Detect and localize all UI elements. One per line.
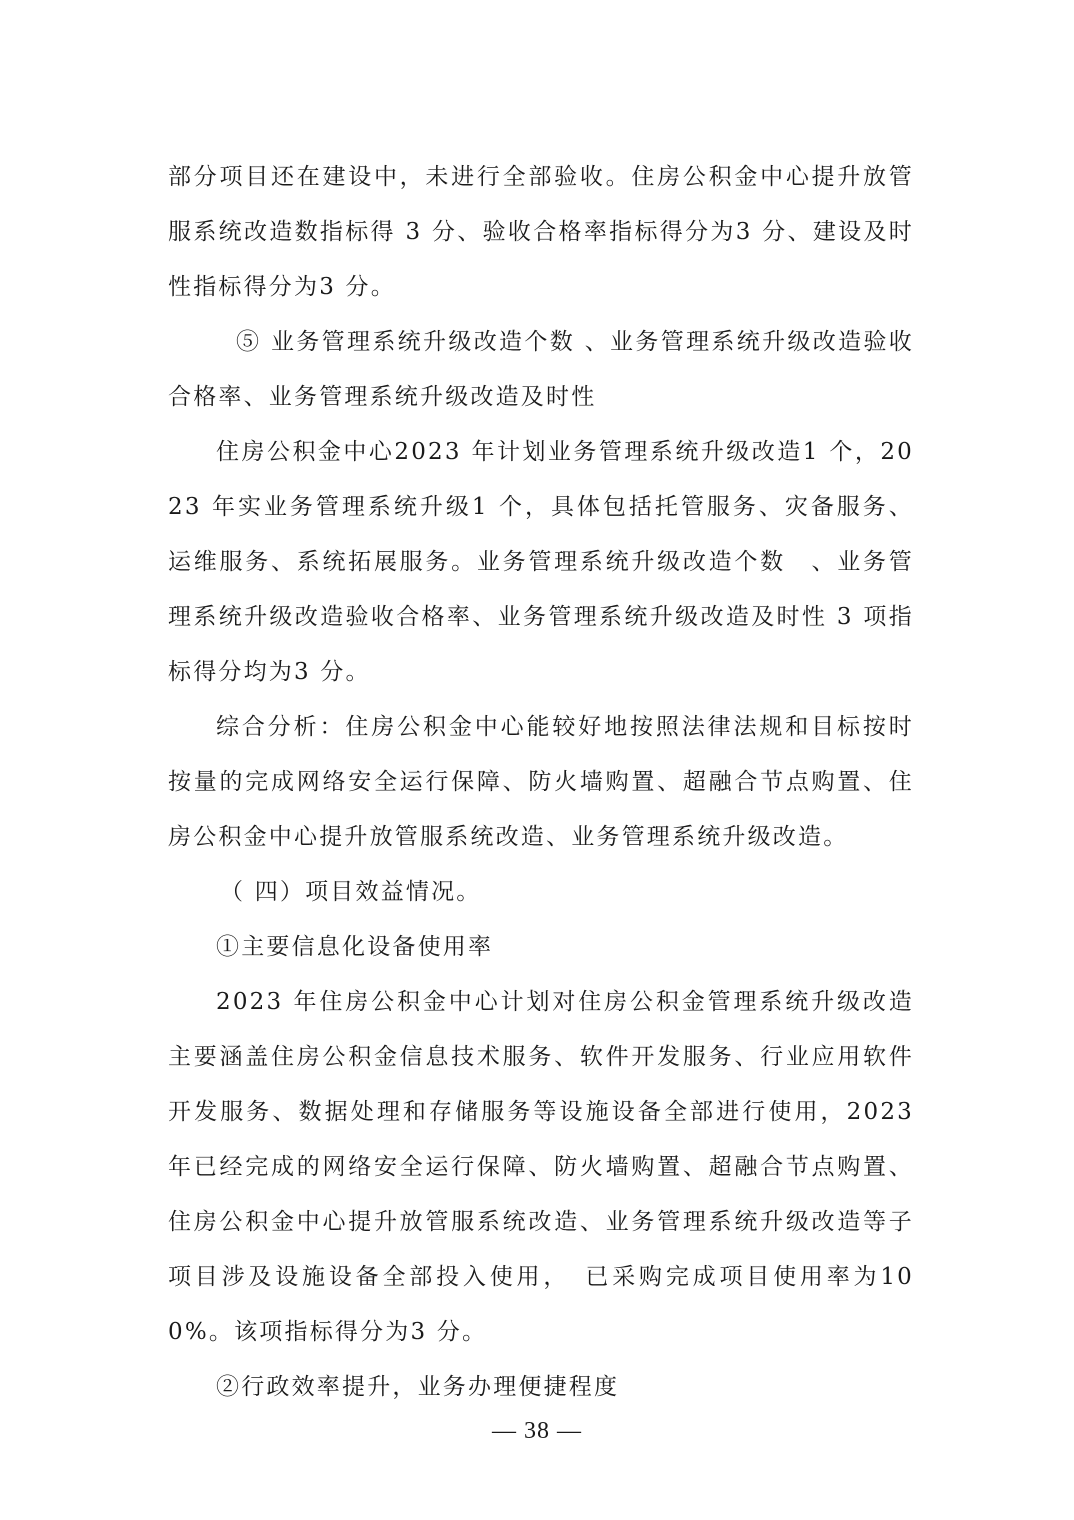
paragraph-continuation: 部分项目还在建设中，未进行全部验收。住房公积金中心提升放管服系统改造数指标得 3 分、验收合格率指标得分为3 分、建设及时性指标得分为3 分。 (168, 164, 914, 300)
indicator-heading-5: ⑤ 业务管理系统升级改造个数 、业务管理系统升级改造验收合格率、业务管理系统升级改造及时性 (168, 329, 914, 410)
paragraph-equipment-usage: 2023 年住房公积金中心计划对住房公积金管理系统升级改造主要涵盖住房公积金信息技术服务、软件开发服务、行业应用软件开发服务、数据处理和存储服务等设施设备全部进行使用，2023 年已经完成的网络安全运行保障、防火墙购置、超融合节点购置、住房公积金中心提升放管服系统改造、业务管理系统升级改造等子项目涉及设施设备全部投入使用， 已采购完成项目使用率为100%。该项指标得分为3 分。 (168, 989, 914, 1345)
paragraph-upgrade-detail: 住房公积金中心2023 年计划业务管理系统升级改造1 个，2023 年实业务管理系统升级1 个，具体包括托管服务、灾备服务、运维服务、系统拓展服务。业务管理系统升级改造个数 、业务管理系统升级改造验收合格率、业务管理系统升级改造及时性 3 项指标得分均为3 分。 (168, 439, 914, 685)
indicator-heading-2: ②行政效率提升，业务办理便捷程度 (216, 1374, 620, 1400)
indicator-heading-1: ①主要信息化设备使用率 (216, 934, 494, 960)
section-heading-benefits: （ 四）项目效益情况。 (220, 879, 482, 905)
paragraph-comprehensive-analysis: 综合分析：住房公积金中心能较好地按照法律法规和目标按时按量的完成网络安全运行保障、防火墙购置、超融合节点购置、住房公积金中心提升放管服系统改造、业务管理系统升级改造。 (168, 714, 914, 850)
document-body (168, 150, 914, 1415)
page-number: — 38 — (492, 1418, 582, 1444)
